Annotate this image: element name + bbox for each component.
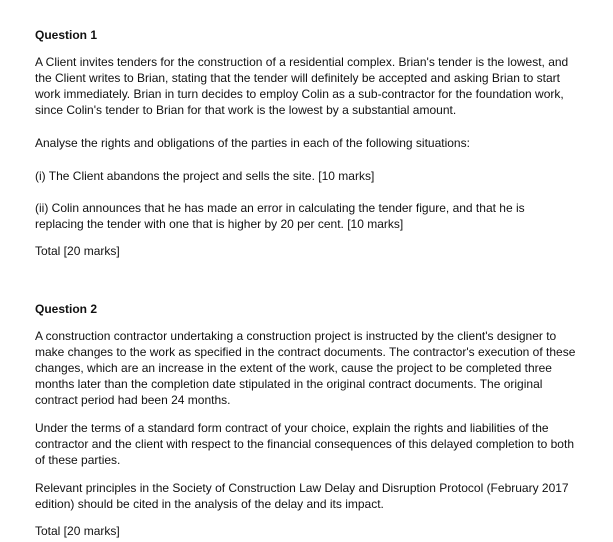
question-1-title: Question 1 [35, 28, 98, 42]
question-2-task-line: of these parties. [35, 453, 121, 467]
question-2-scenario-line: changes, which are an increase in the extent of the work, cause the project to be completed three [35, 361, 552, 375]
question-2-scenario-line: A construction contractor undertaking a construction project is instructed by the client's designer to [35, 329, 557, 343]
question-1-scenario-line: A Client invites tenders for the construction of a residential complex. Brian's tender is the lowest, and [35, 55, 569, 69]
question-1-instruction-line: Analyse the rights and obligations of the parties in each of the following situations: [35, 136, 470, 150]
question-2-title: Question 2 [35, 302, 98, 316]
question-1-total-line: Total [20 marks] [35, 244, 120, 258]
question-2-scenario-line: make changes to the work as specified in the contract documents. The contractor's execution of these [35, 345, 576, 359]
question-1-part-i [35, 168, 595, 184]
question-2-protocol [35, 480, 595, 512]
question-1-part-i-line: (i) The Client abandons the project and sells the site. [10 marks] [35, 169, 375, 183]
question-1-total [35, 243, 595, 259]
question-2-task [35, 420, 595, 468]
question-2-scenario-line: months later than the completion date stipulated in the original contract documents. The original [35, 377, 543, 391]
question-1-part-ii-line: replacing the tender with one that is higher by 20 per cent. [10 marks] [35, 217, 404, 231]
question-1-scenario-line: work immediately. Brian in turn decides to employ Colin as a sub-contractor for the foundation work, [35, 87, 564, 101]
question-2-scenario-line: contract period had been 24 months. [35, 393, 231, 407]
question-1-part-ii-line: (ii) Colin announces that he has made an error in calculating the tender figure, and that he is [35, 201, 525, 215]
question-2-total [35, 523, 595, 539]
question-1-scenario [35, 54, 595, 118]
question-2-task-line: contractor and the client with respect to the financial consequences of this delayed completion to both [35, 437, 574, 451]
question-2-protocol-line: Relevant principles in the Society of Construction Law Delay and Disruption Protocol (February 2017 [35, 481, 569, 495]
question-1-scenario-line: since Colin's tender to Brian for that work is the lowest by a substantial amount. [35, 103, 457, 117]
question-1-instruction [35, 135, 595, 151]
question-2-scenario [35, 328, 595, 408]
question-1-part-ii [35, 200, 595, 232]
question-2-protocol-line: edition) should be cited in the analysis of the delay and its impact. [35, 497, 384, 511]
question-2-total-line: Total [20 marks] [35, 524, 120, 538]
question-2-task-line: Under the terms of a standard form contract of your choice, explain the rights and liabilities of the [35, 421, 549, 435]
question-1-scenario-line: the Client writes to Brian, stating that the tender will definitely be accepted and asking Brian to start [35, 71, 560, 85]
